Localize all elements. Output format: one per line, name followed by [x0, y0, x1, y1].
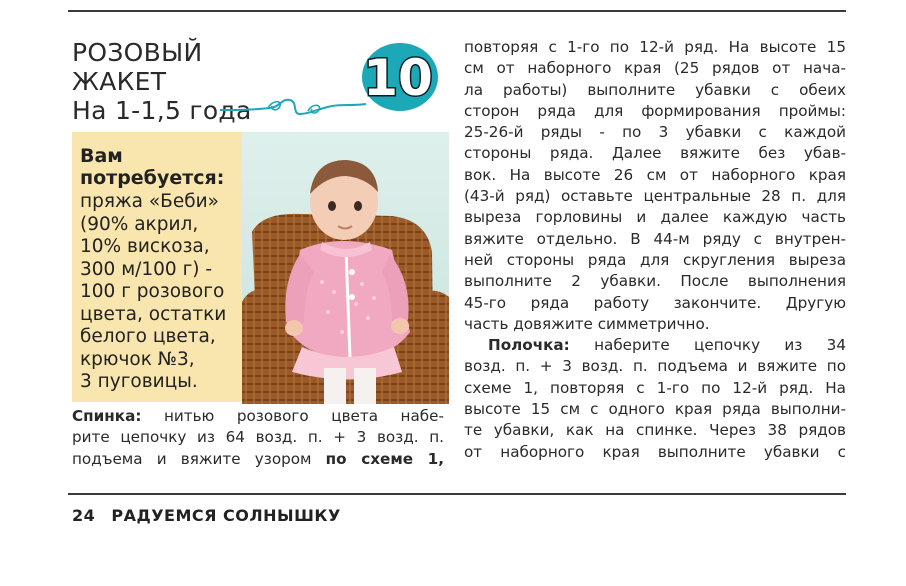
decorative-swirl	[220, 84, 370, 124]
badge-number: 10	[363, 49, 433, 107]
title-line-2: ЖАКЕТ	[72, 67, 167, 96]
page-footer	[72, 506, 341, 525]
materials-line: белого цвета,	[80, 326, 216, 347]
top-rule	[68, 10, 846, 12]
materials-line: пряжа «Беби»	[80, 191, 219, 212]
materials-line: 300 м/100 г) -	[80, 258, 213, 280]
text-line: вяжите отдельно. В 44-м ряду с внутрен-	[464, 229, 846, 248]
text-line: рите цепочку из 64 возд. п. + 3 возд. п.	[72, 428, 444, 447]
text-fragment: наберите цепочку из 34	[569, 336, 846, 355]
scheme-reference: по схеме 1,	[325, 449, 444, 468]
title-line-1: РОЗОВЫЙ	[72, 38, 203, 67]
project-number-badge	[354, 40, 440, 114]
text-line: от наборного края выполните убавки с	[464, 442, 846, 461]
materials-line: 3 пуговицы.	[80, 371, 198, 392]
section-title: РАДУЕМСЯ СОЛНЫШКУ	[111, 506, 341, 525]
text-line: 45-го ряда работу закончите. Другую	[464, 293, 846, 312]
text-line: 25-26-й ряды - по 3 убавки с каждой	[464, 123, 846, 142]
text-line: ла работы) выполните убавки с обеих	[464, 80, 846, 99]
materials-list	[80, 191, 255, 394]
materials-line: 100 г розового	[80, 281, 225, 302]
page-number: 24	[72, 506, 96, 525]
text-line	[72, 449, 444, 470]
text-line: сторон ряда для формирования проймы:	[464, 101, 846, 120]
text-line: повторяя с 1-го по 12-й ряд. На высоте 15	[464, 38, 846, 56]
text-line	[464, 335, 846, 356]
text-line: часть довяжите симметрично.	[464, 314, 710, 333]
back-instructions	[72, 406, 444, 470]
back-label: Спинка:	[72, 407, 142, 425]
text-fragment: нитью розового цвета набе-	[141, 407, 444, 425]
text-line	[72, 406, 444, 427]
materials-line: крючок №3,	[80, 348, 195, 370]
text-line: см от наборного края (25 рядов от нача-	[464, 59, 846, 78]
materials-heading-line: потребуется:	[80, 167, 225, 189]
text-line: ней стороны ряда для скругления выреза	[464, 250, 846, 269]
text-line: выреза горловины и далее каждую часть	[464, 208, 846, 227]
text-line: возд. п. + 3 возд. п. подъема и вяжите по	[464, 357, 846, 376]
text-line: те убавки, как на спинке. Через 38 рядов	[464, 421, 846, 440]
right-column-instructions	[464, 37, 846, 463]
text-line: выполните 2 убавки. После выполнения	[464, 272, 846, 291]
bottom-rule	[68, 493, 846, 495]
materials-line: 10% вискоза,	[80, 236, 210, 257]
text-line: схеме 1, повторяя с 1-го по 12-й ряд. На	[464, 378, 846, 397]
materials-heading-line: Вам	[80, 145, 123, 167]
baby-photo	[242, 132, 449, 404]
materials-heading	[80, 145, 245, 189]
text-line: вок. На высоте 26 см от наборного края	[464, 165, 846, 184]
materials-line: (90% акрил,	[80, 213, 199, 235]
front-label: Полочка:	[488, 336, 570, 355]
text-line: стороны ряда. Далее вяжите без убав-	[464, 144, 846, 163]
materials-line: цвета, остатки	[80, 303, 227, 325]
title-subtitle: На 1-1,5 года	[72, 96, 252, 125]
text-line: (43-й ряд) оставьте центральные 28 п. для	[464, 187, 846, 206]
text-fragment: подъема и вяжите узором	[72, 449, 326, 468]
text-line: высоте 15 см с одного края ряда выполни-	[464, 400, 846, 419]
